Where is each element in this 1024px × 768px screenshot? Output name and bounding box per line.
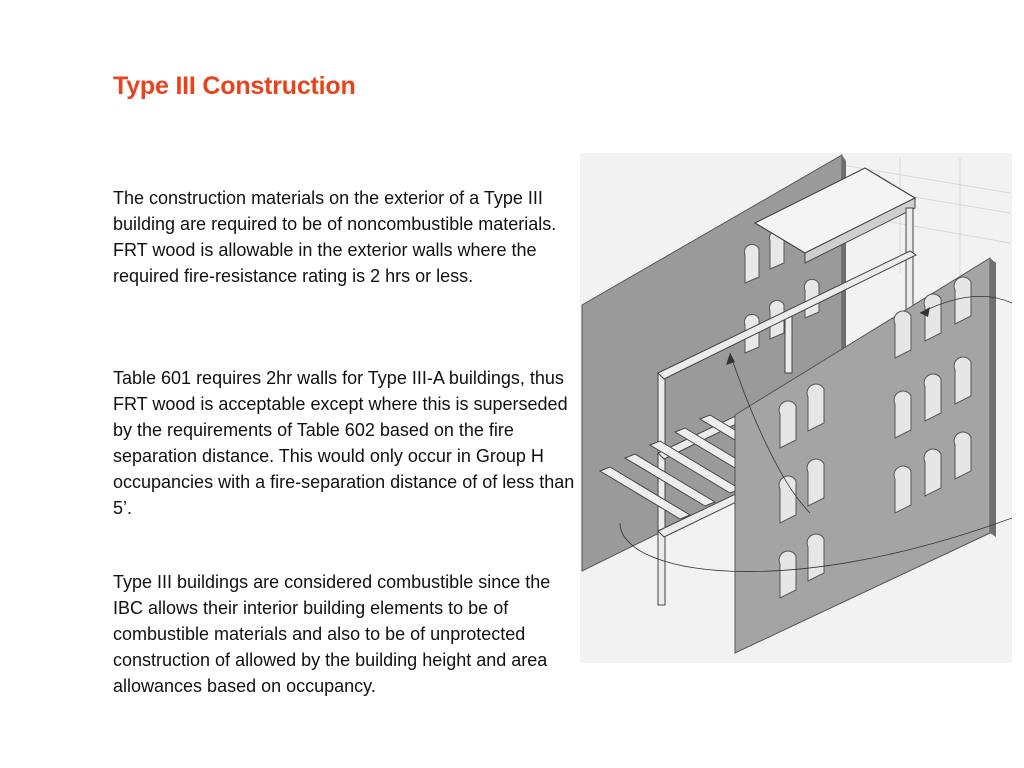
slide-title: Type III Construction bbox=[113, 72, 356, 100]
paragraph-table-601: Table 601 requires 2hr walls for Type III-A buildings, thus FRT wood is acceptable except where this is superseded by the requirements of Table 602 based on the fire separation distance. This would only occur in Group H occupancies with a fire-separation distance of of less than 5’. bbox=[113, 368, 575, 518]
paragraph-exterior-materials: The construction materials on the exterior of a Type III building are required to be of noncombustible materials. FRT wood is allowable in the exterior walls where the required fire-resistance rating is 2 hrs or less. bbox=[113, 188, 557, 286]
building-illustration bbox=[580, 153, 1012, 663]
building-illustration-icon bbox=[580, 153, 1012, 663]
paragraph-combustible: Type III buildings are considered combustible since the IBC allows their interior building elements to be of combustible materials and also to be of unprotected construction of allowed by the building height and area allowances based on occupancy. bbox=[113, 572, 551, 696]
